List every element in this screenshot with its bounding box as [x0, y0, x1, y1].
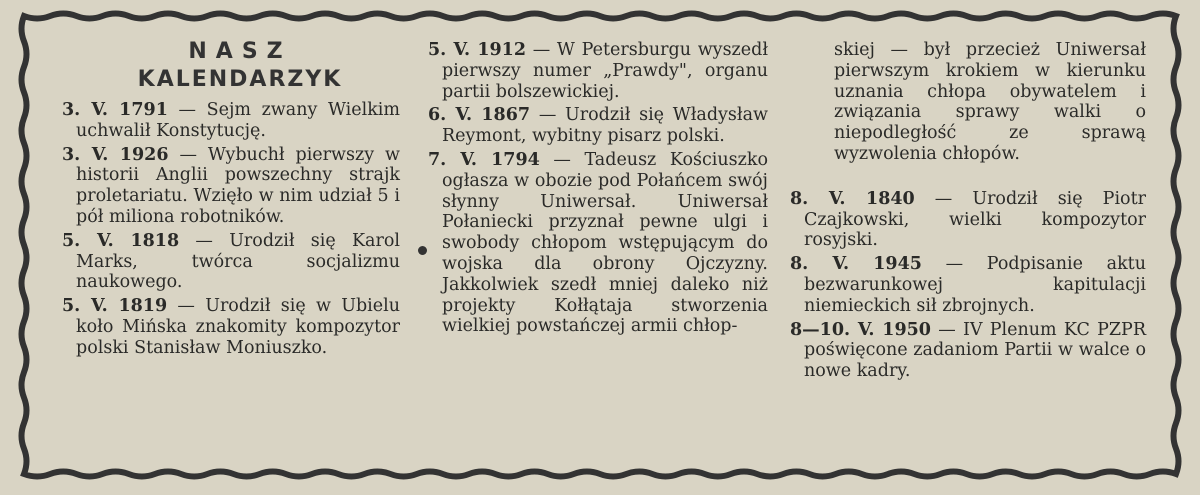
entry-date: 8. V. 1945 [790, 254, 922, 275]
entry-date: 8. V. 1840 [790, 188, 915, 209]
entry [428, 150, 768, 337]
entry-date: 6. V. 1867 [428, 105, 531, 126]
entry [62, 296, 400, 358]
continued-text: skiej — był przecież Uniwersał pierwszym krokiem w kierunku uznania chłopa obywatelem i związania sprawy walki o niepodległość ze sprawą wyzwolenia chłopów. [834, 40, 1146, 164]
title-line-1: NASZ [188, 39, 292, 64]
entry-text: — Sejm zwany Wielkim uchwalił Konstytucję. [76, 100, 400, 141]
title-line-2: KALENDARZYK [137, 67, 343, 92]
entry [62, 100, 400, 142]
entry-text: — Podpisanie aktu bezwarunkowej kapitulacji niemieckich sił zbrojnych. [804, 254, 1146, 316]
entry [428, 105, 768, 147]
column-2 [428, 40, 768, 340]
entry-text: — Urodził się Karol Marks, twórca socjalizmu naukowego. [76, 230, 400, 293]
entry-date: 5. V. 1912 [428, 40, 527, 60]
entry-date: 5. V. 1819 [62, 296, 168, 317]
entry [62, 231, 400, 293]
column-3 [790, 40, 1146, 385]
entry [428, 40, 768, 102]
entry [790, 320, 1146, 382]
entry-text: — Urodził się Piotr Czajkowski, wielki kompozytor rosyjski. [804, 188, 1146, 251]
entry-text: — Tadeusz Kościuszko ogłasza w obozie pod Połańcem swój słynny Uniwersał. Uniwersał Połaniecki przyznał pewne ulgi i swobody chłopom wstępującym do wojska dla obrony Ojczyzny. Jakkolwiek szedł mniej daleko niż projekty Kołłątaja stworzenia wielkiej powstańczej armii chłop- [442, 149, 768, 337]
entry-text: — IV Plenum KC PZPR poświęcone zadaniom Partii w walce o nowe kadry. [804, 319, 1147, 382]
entry [790, 254, 1146, 316]
entry [62, 145, 400, 228]
entry-date: 7. V. 1794 [428, 149, 540, 170]
entry-text: — Urodził się Władysław Reymont, wybitny pisarz polski. [442, 105, 768, 147]
column-1 [62, 100, 400, 362]
entry-text: — Urodził się w Ubielu koło Mińska znakomity kompozytor polski Stanisław Moniuszko. [76, 296, 400, 358]
entry-date: 3. V. 1791 [62, 100, 168, 120]
entry-text: — W Petersburgu wyszedł pierwszy numer „Prawdy", organu partii bolszewickiej. [442, 40, 768, 102]
entry-text: — Wybuchł pierwszy w historii Anglii powszechny strajk proletariatu. Wzięło w nim udział 5 i pół miliona robotników. [76, 144, 400, 227]
entry-date: 5. V. 1818 [62, 230, 180, 251]
entry-date: 3. V. 1926 [62, 144, 169, 165]
entry-date: 8—10. V. 1950 [790, 319, 931, 340]
entry [790, 189, 1146, 251]
ink-dot [418, 246, 427, 255]
